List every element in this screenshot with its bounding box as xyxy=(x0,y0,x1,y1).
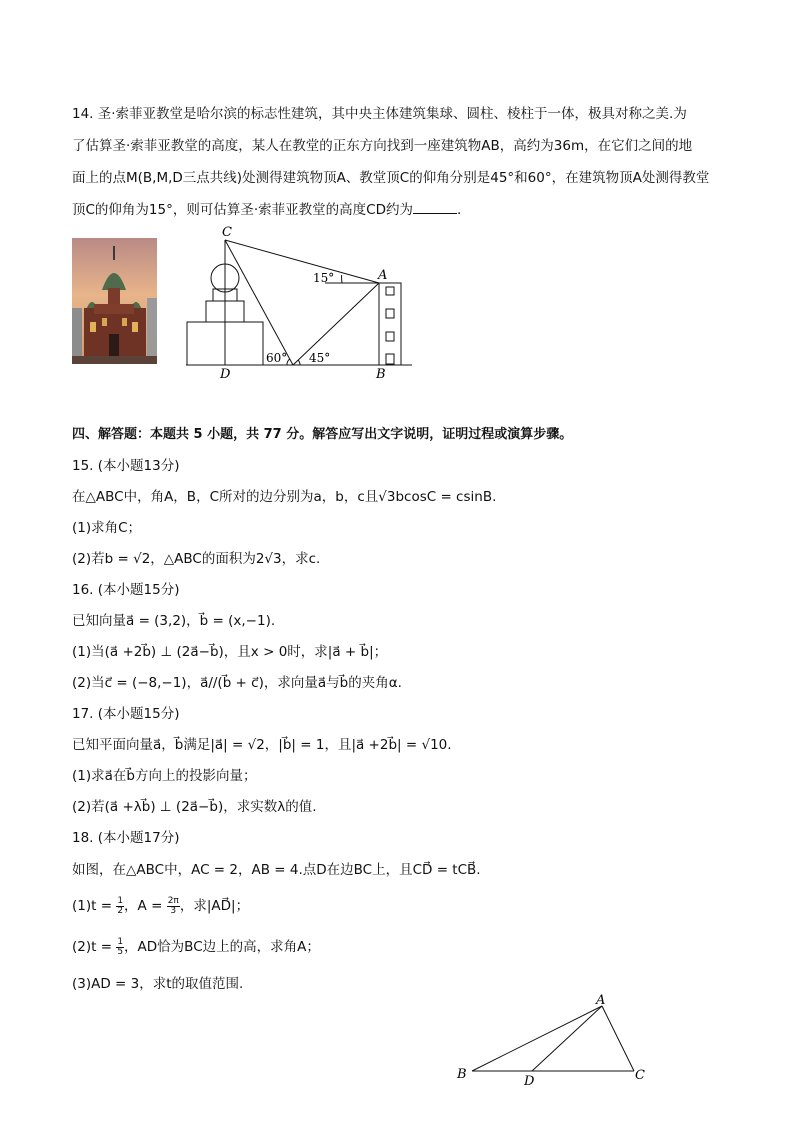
q18-p2-prefix: (2)t = xyxy=(72,939,117,955)
label-D: D xyxy=(220,367,231,382)
label-angle-45: 45° xyxy=(309,351,331,365)
q18-p1-mid: ，A = xyxy=(124,898,167,914)
q15-part-2: (2)若b = √2，△ABC的面积为2√3，求c. xyxy=(72,551,321,567)
q14-line-2: 了估算圣·索菲亚教堂的高度，某人在教堂的正东方向找到一座建筑物AB，高约为36m，在它们之间的地 xyxy=(72,138,693,154)
label-A: A xyxy=(596,993,606,1008)
building-window xyxy=(386,287,394,295)
q18-head: 18. (本小题17分) xyxy=(72,830,180,846)
q14-line-4 xyxy=(72,200,461,220)
label-angle-60: 60° xyxy=(266,351,288,365)
q18-part-3: (3)AD = 3，求t的取值范围. xyxy=(72,976,244,992)
q14-line-4-text: 顶C的仰角为15°，则可估算圣·索菲亚教堂的高度CD约为 xyxy=(72,202,413,218)
segment-AC xyxy=(602,1006,634,1071)
q14-line-1: 14. 圣·索菲亚教堂是哈尔滨的标志性建筑，其中央主体建筑集球、圆柱、棱柱于一体，极具对称之美.为 xyxy=(72,106,687,122)
answer-blank xyxy=(413,201,457,214)
church-photo-drawing xyxy=(72,238,157,364)
fraction-t xyxy=(116,897,124,916)
fraction-denominator: 3 xyxy=(170,905,177,916)
q18-part-2 xyxy=(72,937,320,957)
q17-part-2: (2)若(a⃗ +λb⃗) ⊥ (2a⃗−b⃗)，求实数λ的值. xyxy=(72,799,317,815)
fraction-A xyxy=(167,897,180,916)
fraction-denominator: 2 xyxy=(117,905,124,916)
q16-part-2: (2)当c⃗ = (−8,−1)，a⃗//(b⃗ + c⃗)，求向量a⃗与b⃗的夹角α. xyxy=(72,675,402,691)
angle-arc-45 xyxy=(298,360,300,365)
fraction-denominator: 5 xyxy=(117,946,124,957)
q18-p2-suffix: ，AD恰为BC边上的高，求角A； xyxy=(124,939,320,955)
segment-BA xyxy=(472,1006,602,1071)
fraction-t xyxy=(116,938,124,957)
church-photo xyxy=(72,238,157,364)
label-angle-15: 15° xyxy=(313,271,335,285)
label-C: C xyxy=(635,1068,645,1083)
q18-stem: 如图，在△ABC中，AC = 2，AB = 4.点D在边BC上，且CD⃗ = tCB⃗. xyxy=(72,862,481,878)
label-B: B xyxy=(457,1067,467,1082)
q18-part-1 xyxy=(72,896,249,916)
segment-CM xyxy=(225,240,293,365)
q15-stem: 在△ABC中，角A，B，C所对的边分别为a，b，c且√3bcosC = csinB. xyxy=(72,489,497,505)
fraction-numerator: 2π xyxy=(167,895,179,906)
q14-line-4-end: . xyxy=(456,202,462,218)
label-A: A xyxy=(378,268,388,283)
q17-part-1: (1)求a⃗在b⃗方向上的投影向量； xyxy=(72,768,257,784)
q15-head: 15. (本小题13分) xyxy=(72,458,180,474)
fraction-numerator: 1 xyxy=(117,936,124,947)
label-B: B xyxy=(376,367,386,382)
segment-MA xyxy=(293,283,379,365)
label-D: D xyxy=(524,1074,535,1088)
label-C: C xyxy=(222,225,232,240)
fraction-numerator: 1 xyxy=(117,895,124,906)
q16-stem: 已知向量a⃗ = (3,2)，b⃗ = (x,−1). xyxy=(72,613,276,629)
segment-CA xyxy=(225,240,379,283)
segment-AD xyxy=(532,1006,602,1071)
section-heading: 四、解答题：本题共 5 小题，共 77 分。解答应写出文字说明，证明过程或演算步骤。 xyxy=(72,427,573,442)
q18-p1-suffix: ，求|AD⃗|； xyxy=(179,898,250,914)
building-window xyxy=(386,354,394,364)
q18-p1-prefix: (1)t = xyxy=(72,898,117,914)
angle-arc-60 xyxy=(287,359,290,365)
building-window xyxy=(386,309,394,318)
q17-head: 17. (本小题15分) xyxy=(72,706,180,722)
q16-part-1: (1)当(a⃗ +2b⃗) ⊥ (2a⃗−b⃗)，且x > 0时，求|a⃗ + b⃗|； xyxy=(72,644,388,660)
q15-part-1: (1)求角C； xyxy=(72,520,142,536)
q18-figure xyxy=(450,988,650,1088)
q17-stem: 已知平面向量a⃗，b⃗满足|a⃗| = √2，|b⃗| = 1，且|a⃗ +2b⃗| = √10. xyxy=(72,737,452,753)
q14-line-3: 面上的点M(B,M,D三点共线)处测得建筑物顶A、教堂顶C的仰角分别是45°和60°，在建筑物顶A处测得教堂 xyxy=(72,170,710,186)
building-window xyxy=(386,332,394,341)
q14-figure xyxy=(180,222,420,382)
q16-head: 16. (本小题15分) xyxy=(72,582,180,598)
